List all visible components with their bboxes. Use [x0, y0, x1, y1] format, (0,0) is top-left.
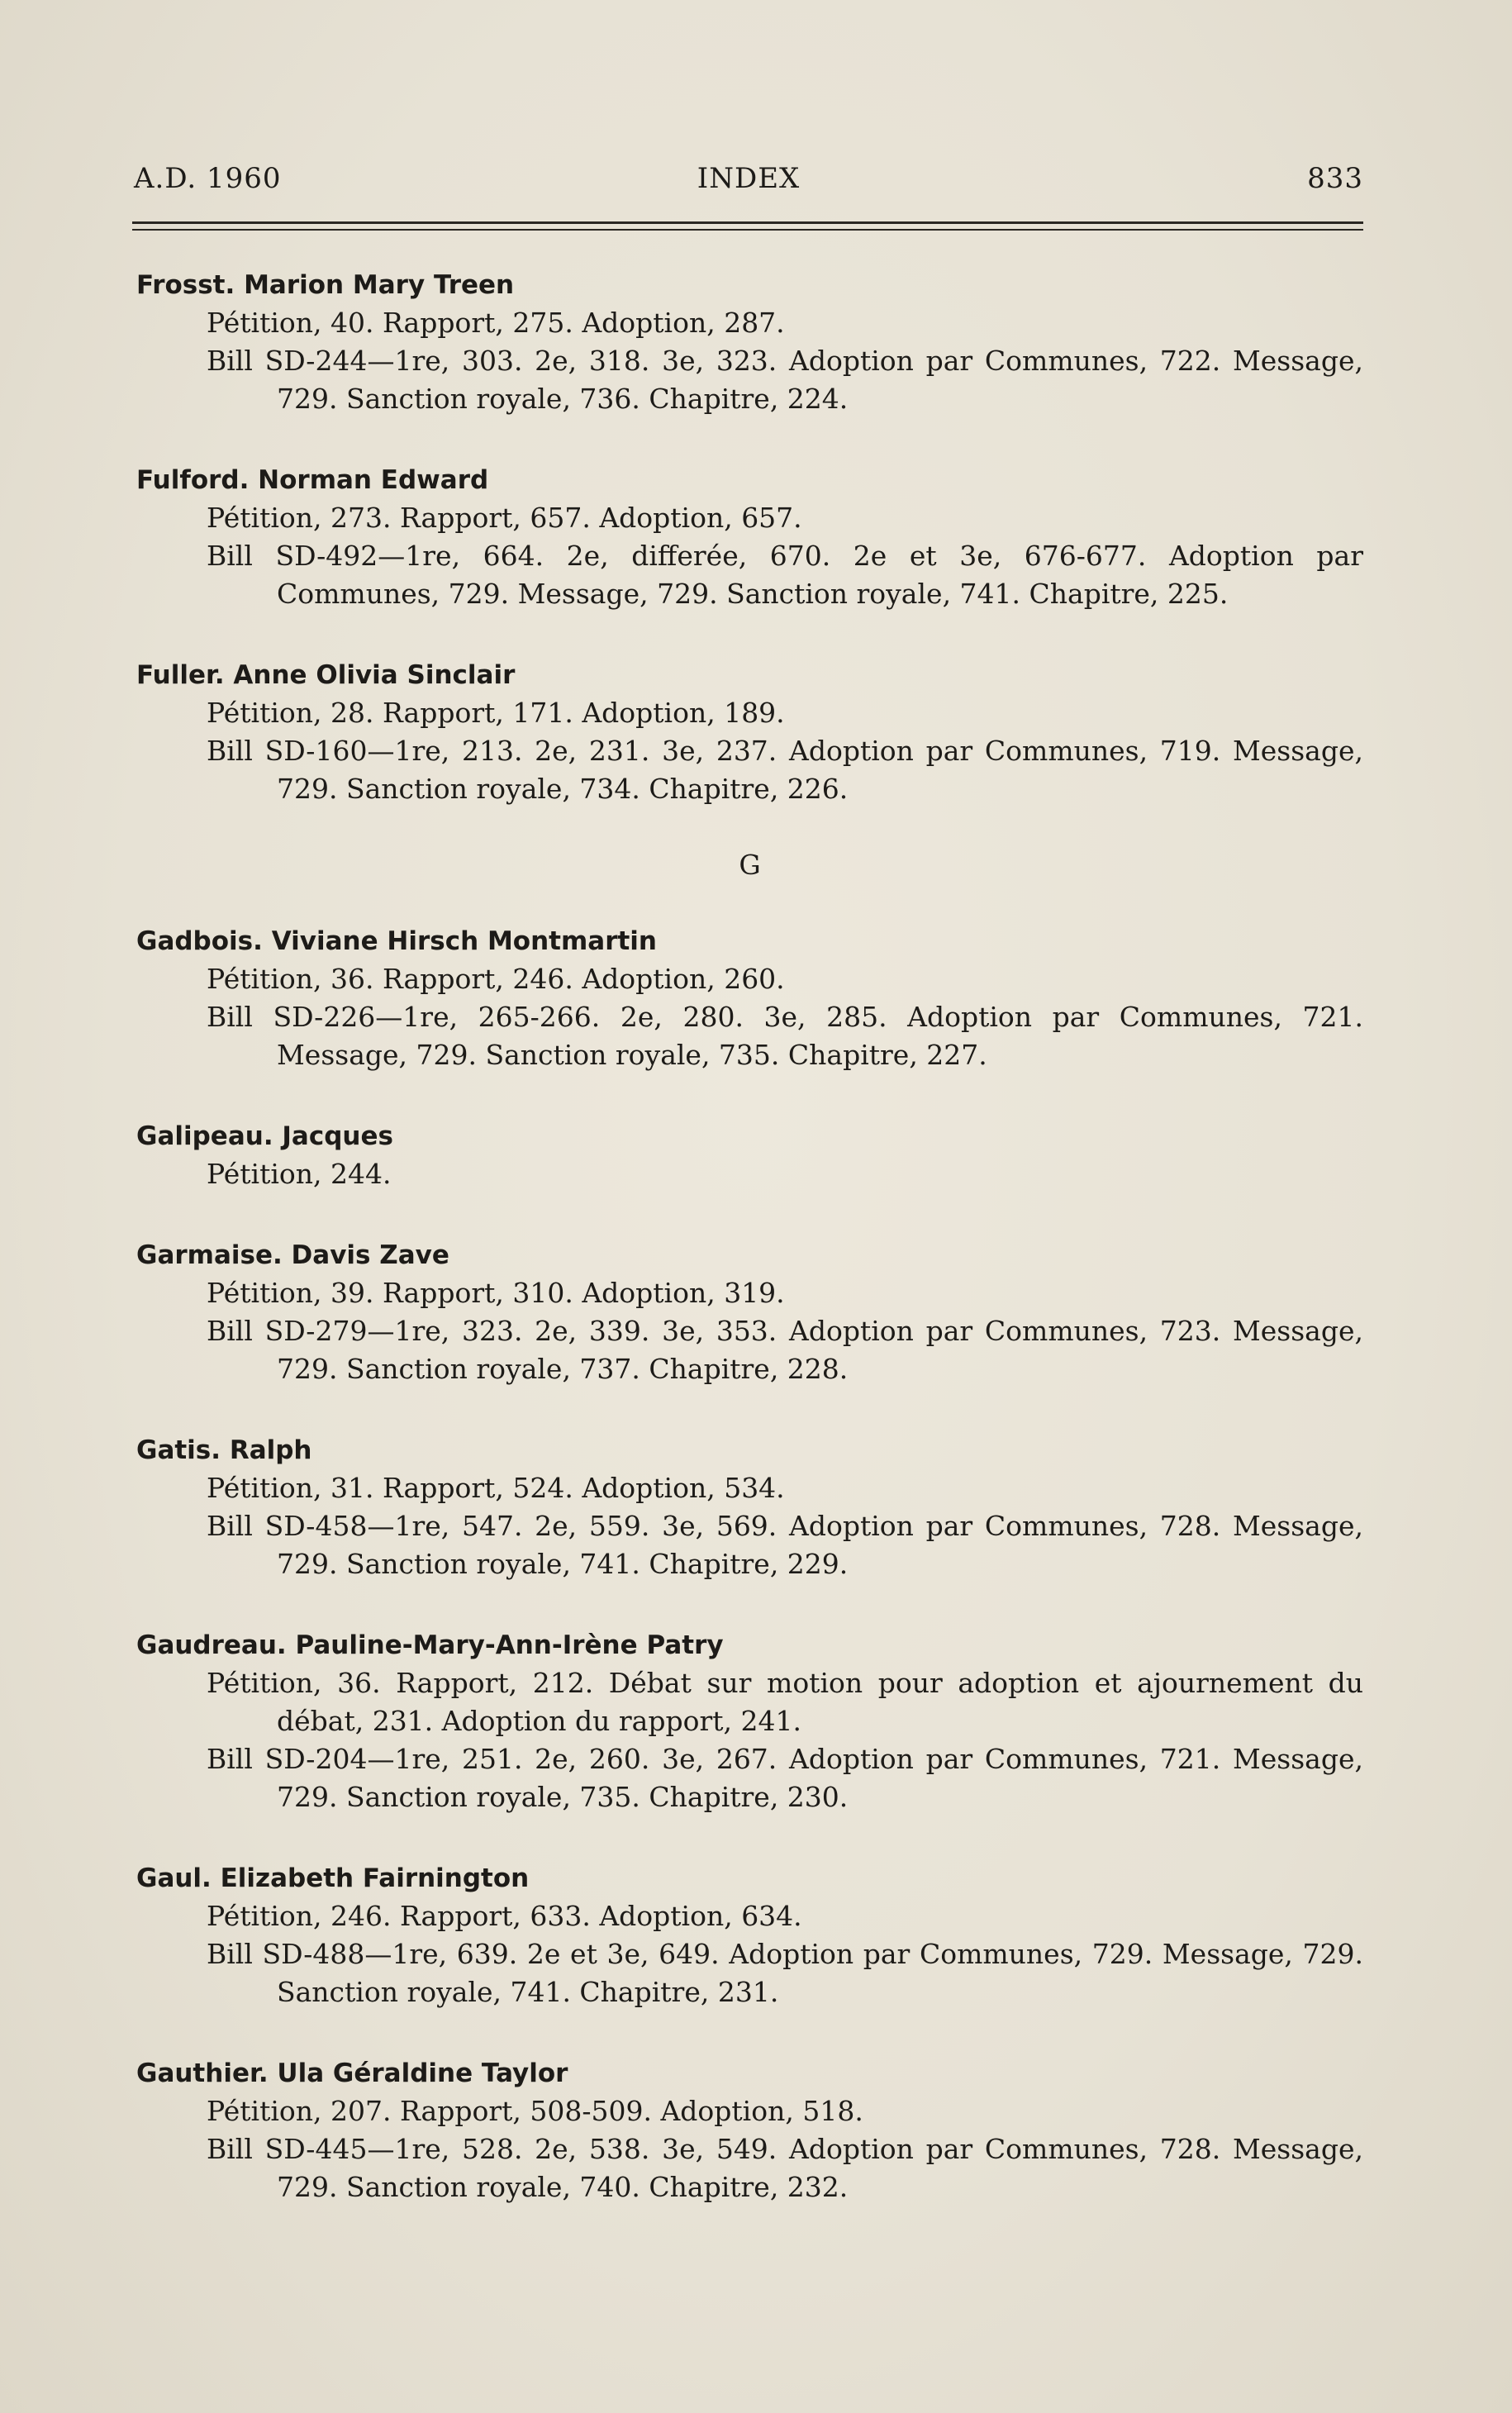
index-entry — [136, 1626, 1363, 1816]
entry-bill: Bill SD-226—1re, 265-266. 2e, 280. 3e, 285. Adoption par Communes, 721. Message, 729. Sanction royale, 735. Chapitre, 227. — [207, 1001, 1363, 1071]
entry-petition: Pétition, 40. Rapport, 275. Adoption, 287. — [207, 307, 785, 339]
entry-petition: Pétition, 31. Rapport, 524. Adoption, 534. — [207, 1472, 785, 1504]
header-title: INDEX — [697, 162, 801, 195]
header-rule-bottom — [132, 229, 1363, 231]
entry-bill: Bill SD-488—1re, 639. 2e et 3e, 649. Adoption par Communes, 729. Message, 729. Sanction royale, 741. Chapitre, 231. — [207, 1938, 1363, 2008]
index-entry — [136, 1859, 1363, 2011]
page-number: 833 — [1307, 162, 1363, 195]
entry-name: Garmaise. Davis Zave — [136, 1240, 449, 1270]
entry-bill: Bill SD-445—1re, 528. 2e, 538. 3e, 549. Adoption par Communes, 728. Message, 729. Sanction royale, 740. Chapitre, 232. — [207, 2133, 1363, 2203]
entry-name: Gatis. Ralph — [136, 1435, 312, 1465]
index-entry — [136, 2054, 1363, 2206]
index-entry — [136, 461, 1363, 613]
header-year: A.D. 1960 — [134, 162, 282, 195]
entry-petition: Pétition, 207. Rapport, 508-509. Adoption, 518. — [207, 2095, 863, 2127]
entry-name: Gaul. Elizabeth Fairnington — [136, 1863, 530, 1893]
entry-bill: Bill SD-279—1re, 323. 2e, 339. 3e, 353. Adoption par Communes, 723. Message, 729. Sanction royale, 737. Chapitre, 228. — [207, 1315, 1363, 1385]
page-header — [134, 162, 1363, 202]
entry-name: Gauthier. Ula Géraldine Taylor — [136, 2058, 568, 2088]
entry-petition: Pétition, 39. Rapport, 310. Adoption, 319. — [207, 1277, 785, 1309]
index-entry — [136, 1117, 1363, 1193]
entry-name: Galipeau. Jacques — [136, 1121, 393, 1151]
entry-petition: Pétition, 244. — [207, 1158, 392, 1190]
entry-bill: Bill SD-204—1re, 251. 2e, 260. 3e, 267. Adoption par Communes, 721. Message, 729. Sanction royale, 735. Chapitre, 230. — [207, 1743, 1363, 1813]
index-entry — [136, 656, 1363, 808]
index-entry — [136, 266, 1363, 418]
entry-petition: Pétition, 273. Rapport, 657. Adoption, 657. — [207, 502, 802, 534]
entry-name: Fuller. Anne Olivia Sinclair — [136, 660, 516, 690]
index-entry — [136, 1236, 1363, 1388]
entry-name: Frosst. Marion Mary Treen — [136, 270, 515, 300]
entry-petition: Pétition, 246. Rapport, 633. Adoption, 634. — [207, 1900, 802, 1932]
entry-bill: Bill SD-458—1re, 547. 2e, 559. 3e, 569. Adoption par Communes, 728. Message, 729. Sanction royale, 741. Chapitre, 229. — [207, 1510, 1363, 1580]
entry-name: Fulford. Norman Edward — [136, 465, 489, 495]
entry-bill: Bill SD-492—1re, 664. 2e, differée, 670. 2e et 3e, 676-677. Adoption par Communes, 729. Message, 729. Sanction royale, 741. Chapitre, 225. — [207, 540, 1363, 610]
entry-petition: Pétition, 36. Rapport, 246. Adoption, 260. — [207, 963, 785, 995]
index-content — [136, 266, 1363, 2206]
entry-petition: Pétition, 28. Rapport, 171. Adoption, 189. — [207, 697, 785, 729]
index-entry — [136, 1431, 1363, 1583]
entry-name: Gadbois. Viviane Hirsch Montmartin — [136, 926, 658, 956]
entry-bill: Bill SD-244—1re, 303. 2e, 318. 3e, 323. Adoption par Communes, 722. Message, 729. Sanction royale, 736. Chapitre, 224. — [207, 345, 1363, 415]
entry-bill: Bill SD-160—1re, 213. 2e, 231. 3e, 237. Adoption par Communes, 719. Message, 729. Sanction royale, 734. Chapitre, 226. — [207, 735, 1363, 805]
entry-name: Gaudreau. Pauline-Mary-Ann-Irène Patry — [136, 1630, 724, 1660]
index-entry — [136, 922, 1363, 1074]
section-letter: G — [739, 849, 761, 881]
header-rule-top — [132, 221, 1363, 224]
entry-petition: Pétition, 36. Rapport, 212. Débat sur motion pour adoption et ajournement du débat, 231. Adoption du rapport, 241. — [207, 1667, 1363, 1737]
